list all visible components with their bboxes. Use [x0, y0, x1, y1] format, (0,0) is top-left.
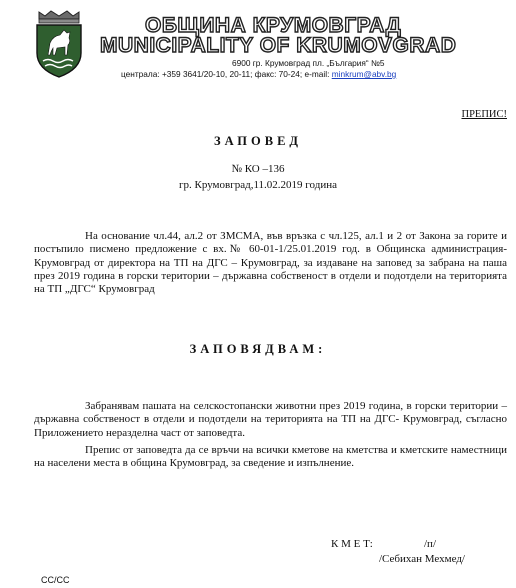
clause-paragraph-2: Препис от заповедта да се връчи на всички кметове на кметства и кметските наместници на населени места в община Крумовград, за сведение и изпълнение.: [34, 444, 507, 470]
contacts-line: [121, 69, 396, 79]
contacts-text: централа: +359 3641/20-10, 20-11; факс: 70-24; e-mail:: [121, 69, 332, 79]
mayor-title: К М Е Т:: [331, 538, 373, 550]
initials: СС/СС: [41, 575, 70, 585]
address-line: 6900 гр. Крумовград пл. „България“ №5: [232, 58, 385, 68]
municipality-title-en: MUNICIPALITY OF KRUMOVGRAD: [100, 34, 457, 57]
mayor-name: /Себихан Мехмед/: [379, 553, 465, 565]
order-number: № КО –136: [231, 163, 285, 175]
email-link[interactable]: minkrum@abv.bg: [331, 69, 397, 79]
municipality-title-bg: ОБЩИНА КРУМОВГРАД: [145, 14, 402, 37]
order-place-date: гр. Крумовград,11.02.2019 година: [179, 179, 337, 191]
clause-paragraph-1: Забранявам пашата на селскостопански животни през 2019 година, в горски територии – държавна собственост в отдели и подотдели на територията на ТП на ДГС- Крумовград, съгласно Приложението неразделна част от заповедта.: [34, 400, 507, 439]
signed-mark: /п/: [424, 538, 436, 550]
copy-mark: ПРЕПИС!: [461, 109, 507, 120]
municipality-coat-of-arms-logo: [31, 9, 87, 79]
order-clause-heading: ЗАПОВЯДВАМ:: [189, 342, 327, 356]
preamble-paragraph: На основание чл.44, ал.2 от ЗМСМА, във връзка с чл.125, ал.1 и 2 от Закона за горите и постъпило писмено предложение с вх.№ 60-01-1/25.01.2019 год. в Общинска администрация- Крумовград от директора на ТП на ДГС – Крумовград, за издаване на заповед за забрана на паша през 2019 година в горски територии – държавна собственост в отдели и подотдели на територията на ТП „ДГС“ Крумовград: [34, 230, 507, 296]
order-heading: ЗАПОВЕД: [213, 134, 303, 148]
